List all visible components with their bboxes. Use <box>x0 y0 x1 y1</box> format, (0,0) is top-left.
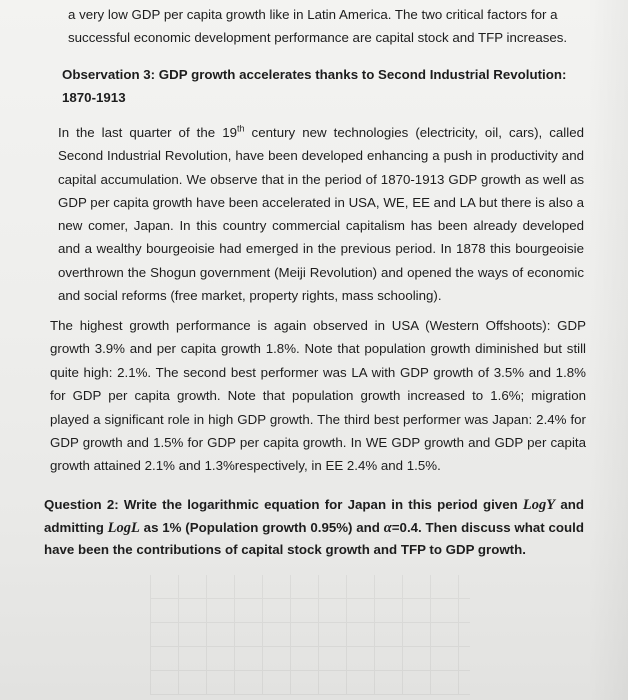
math-logy: LogY <box>522 497 556 513</box>
page-edge-shadow <box>588 0 628 700</box>
question-2 <box>44 494 584 562</box>
bleed-through-shadow <box>150 575 470 695</box>
question-text-4: =0.4. Then discuss what could have been the contributions of capital stock growth and TFP to GDP growth. <box>44 519 584 557</box>
question-text-1: Question 2: Write the logarithmic equation for Japan in this period given <box>44 497 523 512</box>
intro-line-1: a very low GDP per capita growth like in Latin America. The two critical factors for a <box>68 7 558 22</box>
growth-performance-paragraph: The highest growth performance is again observed in USA (Western Offshoots): GDP growth 3.9% and per capita growth 1.8%. Note that population growth diminished but still quite high: 2.1%. The second best performer was LA with GDP growth of 3.5% and 1.8% for GDP per capita growth. Note that population growth increased to 1.6%; migration played a significant role in high GDP growth. The third best performer was Japan: 2.4% for GDP growth and 1.5% for GDP per capita growth. In WE GDP growth and GDP per capita growth attained 2.1% and 1.3%respectively, in EE 2.4% and 1.5%. <box>50 318 586 474</box>
question-text-3: as 1% (Population growth 0.95%) and <box>139 519 384 535</box>
math-logl: LogL <box>107 519 140 536</box>
para1-text-rest: century new technologies (electricity, oil, cars), called Second Industrial Revolution, have been developed enhancing a push in productivity and capital accumulation. We observe that in the period of 1870-1913 GDP growth as well as GDP per capita growth have been accelerated in USA, WE, EE and LA but there is also a new comer, Japan. In this country commercial capitalism has been already developed and a wealthy bourgeoisie had emerged in the previous period. In 1878 this bourgeoisie overthrown the Shogun government (Meiji Revolution) and opened the ways of economic and social reforms (free market, property rights, mass schooling). <box>58 125 584 304</box>
para1-superscript: th <box>237 123 245 134</box>
para1-text-start: In the last quarter of the 19 <box>58 125 237 140</box>
observation-heading-line-2: 1870-1913 <box>62 90 126 105</box>
math-alpha: α <box>383 519 392 536</box>
intro-line-2: successful economic development performance are capital stock and TFP increases. <box>68 30 568 46</box>
second-industrial-revolution-paragraph <box>58 121 584 307</box>
intro-paragraph <box>68 3 576 50</box>
observation-heading-line-1: Observation 3: GDP growth accelerates thanks to Second Industrial Revolution: <box>62 67 567 82</box>
question-text-2: and admitting <box>44 497 584 535</box>
observation-heading <box>62 63 586 109</box>
